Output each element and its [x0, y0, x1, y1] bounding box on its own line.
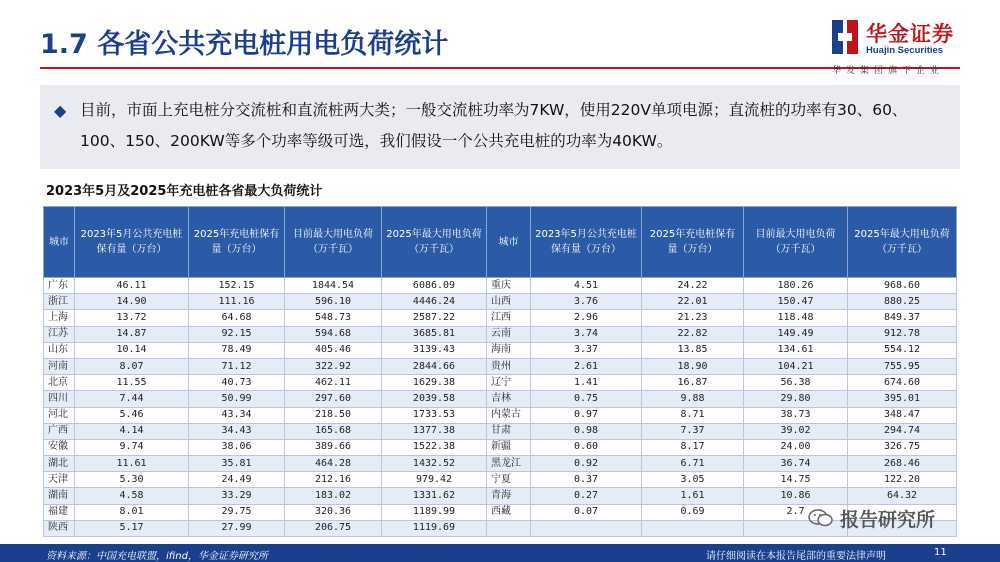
value-cell: 22.82: [642, 326, 744, 342]
value-cell: 1733.53: [382, 407, 487, 423]
value-cell: 326.75: [848, 439, 957, 455]
value-cell: 13.72: [75, 310, 189, 326]
value-cell: 118.48: [744, 310, 848, 326]
value-cell: 1432.52: [382, 456, 487, 472]
value-cell: 1522.38: [382, 439, 487, 455]
value-cell: 4.58: [75, 488, 189, 504]
value-cell: 3.37: [531, 342, 642, 358]
value-cell: 348.47: [848, 407, 957, 423]
table-row: [44, 439, 957, 455]
table-row: [44, 342, 957, 358]
value-cell: 4.14: [75, 423, 189, 439]
city-cell: 湖南: [44, 488, 75, 504]
header-cell: 2023年5月公共充电桩保有量（万台）: [531, 207, 642, 278]
value-cell: 4.51: [531, 278, 642, 294]
value-cell: 297.60: [285, 391, 382, 407]
value-cell: 3.74: [531, 326, 642, 342]
value-cell: 64.68: [189, 310, 285, 326]
city-cell: 青海: [487, 488, 531, 504]
value-cell: 462.11: [285, 375, 382, 391]
city-cell: 海南: [487, 342, 531, 358]
value-cell: 165.68: [285, 423, 382, 439]
value-cell: 554.12: [848, 342, 957, 358]
value-cell: 979.42: [382, 472, 487, 488]
value-cell: 206.75: [285, 520, 382, 536]
city-cell: 贵州: [487, 358, 531, 374]
value-cell: 395.01: [848, 391, 957, 407]
city-cell: 山西: [487, 294, 531, 310]
table-row: [44, 488, 957, 504]
value-cell: 14.87: [75, 326, 189, 342]
value-cell: 10.14: [75, 342, 189, 358]
city-cell: 安徽: [44, 439, 75, 455]
logo-english-name: Huajin Securities: [866, 45, 944, 56]
value-cell: 21.23: [642, 310, 744, 326]
header-cell: 目前最大用电负荷（万千瓦）: [285, 207, 382, 278]
footer-source: 资料来源：中国充电联盟，ifind，华金证券研究所: [46, 551, 268, 562]
value-cell: 218.50: [285, 407, 382, 423]
value-cell: 43.34: [189, 407, 285, 423]
value-cell: 27.99: [189, 520, 285, 536]
value-cell: 9.88: [642, 391, 744, 407]
value-cell: 92.15: [189, 326, 285, 342]
value-cell: [642, 520, 744, 536]
value-cell: 10.86: [744, 488, 848, 504]
value-cell: 33.29: [189, 488, 285, 504]
value-cell: 5.17: [75, 520, 189, 536]
value-cell: 38.73: [744, 407, 848, 423]
value-cell: 755.95: [848, 358, 957, 374]
value-cell: 111.16: [189, 294, 285, 310]
value-cell: 849.37: [848, 310, 957, 326]
value-cell: 34.43: [189, 423, 285, 439]
city-cell: 四川: [44, 391, 75, 407]
logo-tagline: 华发集团旗下企业: [832, 66, 945, 76]
summary-text: 目前，市面上充电桩分交流桩和直流桩两大类；一般交流桩功率为7KW，使用220V单项电源；直流桩的功率有30、60、100、150、200KW等多个功率等级可选，我们假设一个公共充电桩的功率为40KW。: [80, 101, 908, 150]
value-cell: 294.74: [848, 423, 957, 439]
value-cell: 78.49: [189, 342, 285, 358]
value-cell: 1.61: [642, 488, 744, 504]
value-cell: 1119.69: [382, 520, 487, 536]
value-cell: 39.02: [744, 423, 848, 439]
value-cell: 8.01: [75, 504, 189, 520]
value-cell: 2.7: [744, 504, 848, 520]
value-cell: 464.28: [285, 456, 382, 472]
value-cell: 50.99: [189, 391, 285, 407]
value-cell: 2039.58: [382, 391, 487, 407]
value-cell: 1189.99: [382, 504, 487, 520]
table-row: [44, 294, 957, 310]
value-cell: 7.44: [75, 391, 189, 407]
header-cell: 城市: [487, 207, 531, 278]
value-cell: 594.68: [285, 326, 382, 342]
city-cell: 河北: [44, 407, 75, 423]
value-cell: 1331.62: [382, 488, 487, 504]
city-cell: 内蒙古: [487, 407, 531, 423]
value-cell: 5.46: [75, 407, 189, 423]
value-cell: 29.75: [189, 504, 285, 520]
table-row: [44, 358, 957, 374]
value-cell: 2844.66: [382, 358, 487, 374]
value-cell: 29.80: [744, 391, 848, 407]
company-logo: [832, 17, 982, 75]
value-cell: 2587.22: [382, 310, 487, 326]
city-cell: 广西: [44, 423, 75, 439]
table-row: [44, 326, 957, 342]
value-cell: 1844.54: [285, 278, 382, 294]
footer-legal-notice: 请仔细阅读在本报告尾部的重要法律声明: [706, 551, 886, 562]
table-row: [44, 375, 957, 391]
value-cell: 180.26: [744, 278, 848, 294]
table-caption: 2023年5月及2025年充电桩各省最大负荷统计: [46, 184, 323, 199]
value-cell: 64.32: [848, 488, 957, 504]
summary-box: [40, 85, 960, 169]
value-cell: 7.37: [642, 423, 744, 439]
value-cell: 8.71: [642, 407, 744, 423]
value-cell: 0.27: [531, 488, 642, 504]
value-cell: 0.07: [531, 504, 642, 520]
huajin-logo-icon: [832, 20, 858, 54]
value-cell: 6.71: [642, 456, 744, 472]
table-row: [44, 407, 957, 423]
table-header-row: [44, 207, 957, 278]
city-cell: 辽宁: [487, 375, 531, 391]
city-cell: 上海: [44, 310, 75, 326]
table-row: [44, 423, 957, 439]
value-cell: 40.73: [189, 375, 285, 391]
page-title: 1.7 各省公共充电桩用电负荷统计: [40, 29, 449, 60]
value-cell: 8.07: [75, 358, 189, 374]
value-cell: 46.11: [75, 278, 189, 294]
value-cell: 24.49: [189, 472, 285, 488]
value-cell: 22.01: [642, 294, 744, 310]
city-cell: 河南: [44, 358, 75, 374]
city-cell: 宁夏: [487, 472, 531, 488]
table-row: [44, 391, 957, 407]
header-cell: 2025年最大用电负荷（万千瓦）: [848, 207, 957, 278]
value-cell: 3139.43: [382, 342, 487, 358]
value-cell: 320.36: [285, 504, 382, 520]
value-cell: 11.61: [75, 456, 189, 472]
value-cell: 3.76: [531, 294, 642, 310]
city-cell: 北京: [44, 375, 75, 391]
city-cell: 陕西: [44, 520, 75, 536]
value-cell: 389.66: [285, 439, 382, 455]
header-cell: 2025年最大用电负荷（万千瓦）: [382, 207, 487, 278]
city-cell: [487, 520, 531, 536]
value-cell: 152.15: [189, 278, 285, 294]
value-cell: 24.00: [744, 439, 848, 455]
value-cell: 548.73: [285, 310, 382, 326]
city-cell: 湖北: [44, 456, 75, 472]
value-cell: 56.38: [744, 375, 848, 391]
value-cell: 674.60: [848, 375, 957, 391]
city-cell: 浙江: [44, 294, 75, 310]
header-cell: 城市: [44, 207, 75, 278]
value-cell: 13.85: [642, 342, 744, 358]
value-cell: 4446.24: [382, 294, 487, 310]
value-cell: 18.90: [642, 358, 744, 374]
header-cell: 2025年充电桩保有量（万台）: [642, 207, 744, 278]
table-row: [44, 456, 957, 472]
value-cell: 0.37: [531, 472, 642, 488]
value-cell: 14.75: [744, 472, 848, 488]
value-cell: 596.10: [285, 294, 382, 310]
logo-chinese-name: 华金证券: [866, 22, 954, 46]
value-cell: 0.60: [531, 439, 642, 455]
value-cell: 0.69: [642, 504, 744, 520]
value-cell: 405.46: [285, 342, 382, 358]
value-cell: 35.81: [189, 456, 285, 472]
city-cell: 吉林: [487, 391, 531, 407]
value-cell: 183.02: [285, 488, 382, 504]
title-divider: [40, 67, 960, 69]
table-row: [44, 278, 957, 294]
value-cell: 104.21: [744, 358, 848, 374]
value-cell: 5.30: [75, 472, 189, 488]
value-cell: 0.98: [531, 423, 642, 439]
city-cell: 西藏: [487, 504, 531, 520]
value-cell: 968.60: [848, 278, 957, 294]
value-cell: 2.96: [531, 310, 642, 326]
value-cell: 1377.38: [382, 423, 487, 439]
value-cell: 16.87: [642, 375, 744, 391]
city-cell: 甘肃: [487, 423, 531, 439]
value-cell: 71.12: [189, 358, 285, 374]
value-cell: 2.61: [531, 358, 642, 374]
value-cell: 880.25: [848, 294, 957, 310]
city-cell: 新疆: [487, 439, 531, 455]
table-row: [44, 472, 957, 488]
city-cell: 黑龙江: [487, 456, 531, 472]
city-cell: 广东: [44, 278, 75, 294]
value-cell: 3685.81: [382, 326, 487, 342]
value-cell: 268.46: [848, 456, 957, 472]
city-cell: 云南: [487, 326, 531, 342]
value-cell: 24.22: [642, 278, 744, 294]
city-cell: 福建: [44, 504, 75, 520]
value-cell: 1629.38: [382, 375, 487, 391]
watermark-text: 报告研究所: [840, 509, 936, 531]
header-cell: 目前最大用电负荷（万千瓦）: [744, 207, 848, 278]
city-cell: 天津: [44, 472, 75, 488]
value-cell: 14.90: [75, 294, 189, 310]
value-cell: 912.78: [848, 326, 957, 342]
value-cell: 150.47: [744, 294, 848, 310]
value-cell: [531, 520, 642, 536]
header-cell: 2023年5月公共充电桩保有量（万台）: [75, 207, 189, 278]
value-cell: 212.16: [285, 472, 382, 488]
value-cell: 0.92: [531, 456, 642, 472]
value-cell: 38.06: [189, 439, 285, 455]
city-cell: 山东: [44, 342, 75, 358]
city-cell: 江苏: [44, 326, 75, 342]
value-cell: 11.55: [75, 375, 189, 391]
city-cell: 重庆: [487, 278, 531, 294]
value-cell: 149.49: [744, 326, 848, 342]
value-cell: 122.20: [848, 472, 957, 488]
value-cell: 0.97: [531, 407, 642, 423]
wechat-icon: [808, 508, 834, 528]
value-cell: 322.92: [285, 358, 382, 374]
value-cell: 1.41: [531, 375, 642, 391]
page-number: 11: [934, 547, 947, 558]
diamond-bullet-icon: ◆: [54, 101, 67, 120]
load-statistics-table: [43, 206, 957, 537]
header-cell: 2025年充电桩保有量（万台）: [189, 207, 285, 278]
table-row: [44, 310, 957, 326]
value-cell: 8.17: [642, 439, 744, 455]
value-cell: 9.74: [75, 439, 189, 455]
value-cell: 134.61: [744, 342, 848, 358]
value-cell: 0.75: [531, 391, 642, 407]
value-cell: 36.74: [744, 456, 848, 472]
city-cell: 江西: [487, 310, 531, 326]
value-cell: 6086.09: [382, 278, 487, 294]
value-cell: 3.05: [642, 472, 744, 488]
